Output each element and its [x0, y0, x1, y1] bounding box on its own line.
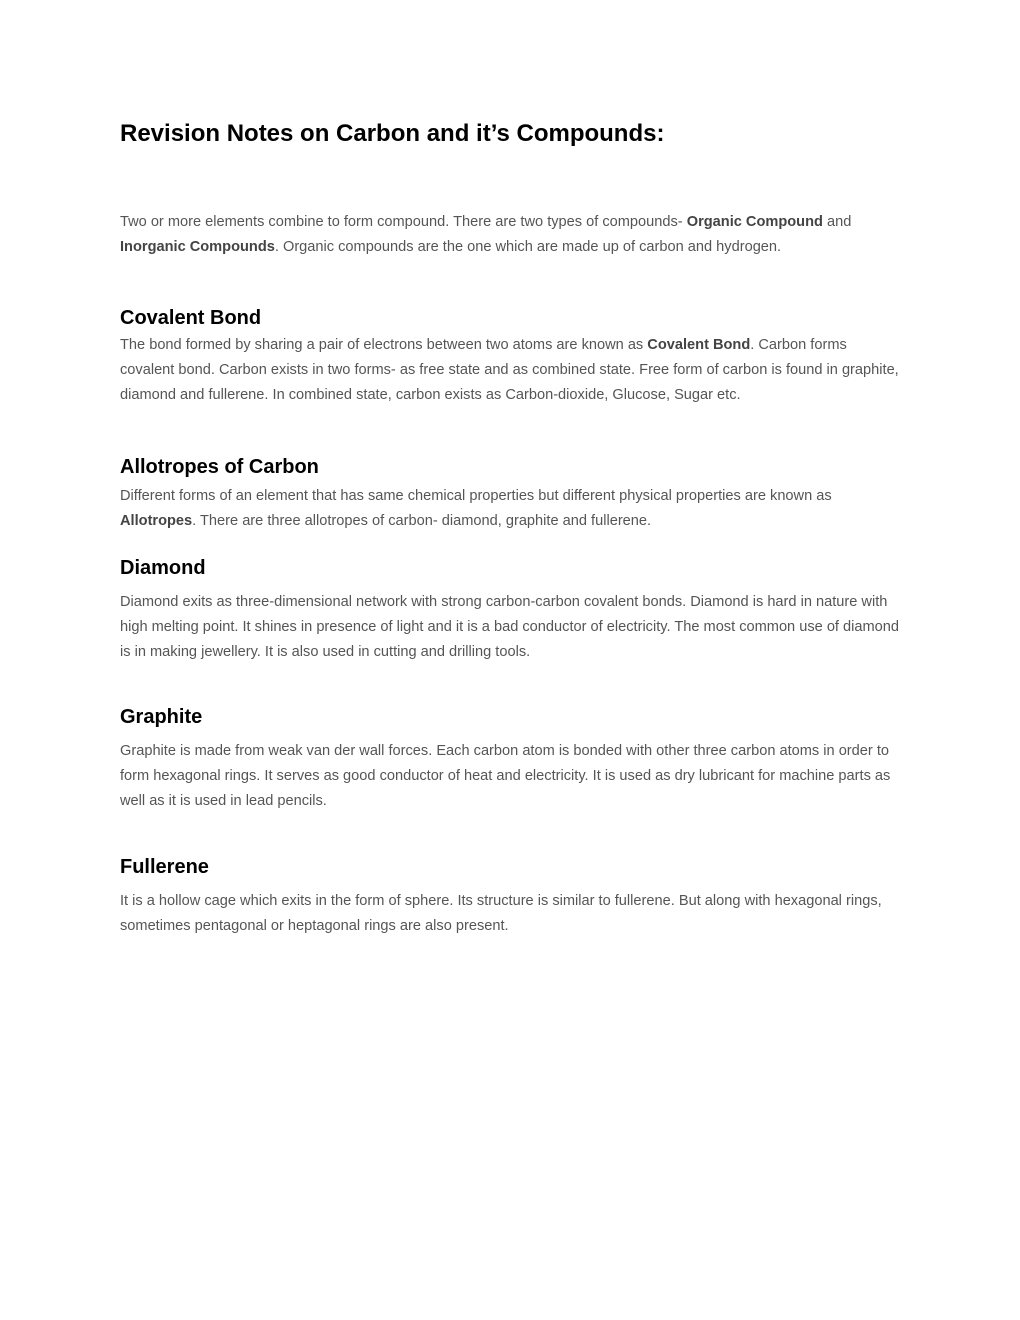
- intro-paragraph: [120, 210, 900, 260]
- graphite-heading: Graphite: [120, 706, 203, 728]
- fullerene-paragraph: It is a hollow cage which exits in the form of sphere. Its structure is similar to fullerene. But along with hexagonal rings, sometimes pentagonal or heptagonal rings are also present.: [120, 893, 882, 934]
- allotropes-paragraph: [120, 484, 900, 534]
- intro-text-3: . Organic compounds are the one which are made up of carbon and hydrogen.: [274, 239, 782, 255]
- diamond-heading: Diamond: [120, 557, 206, 579]
- allotropes-text-2: . There are three allotropes of carbon- diamond, graphite and fullerene.: [192, 513, 652, 529]
- covalent-text-2: . Carbon forms covalent bond. Carbon exists in two forms- as free state and as combined state. Free form of carbon is found in graphite, diamond and fullerene. In combined state, carbon exists as Carbon-dioxide, Glucose, Sugar etc.: [120, 337, 899, 403]
- graphite-paragraph: Graphite is made from weak van der wall forces. Each carbon atom is bonded with other three carbon atoms in order to form hexagonal rings. It serves as good conductor of heat and electricity. It is used as dry lubricant for machine parts as well as it is used in lead pencils.: [120, 743, 891, 809]
- fullerene-heading: Fullerene: [120, 856, 209, 878]
- allotropes-text-1: Different forms of an element that has same chemical properties but different physical properties are known as: [120, 488, 832, 504]
- diamond-paragraph: Diamond exits as three-dimensional network with strong carbon-carbon covalent bonds. Diamond is hard in nature with high melting point. It shines in presence of light and it is a bad conductor of electricity. The most common use of diamond is in making jewellery. It is also used in cutting and drilling tools.: [120, 594, 900, 660]
- allotropes-heading: Allotropes of Carbon: [120, 456, 319, 478]
- intro-bold-organic: Organic Compound: [686, 214, 823, 230]
- covalent-bond-heading: Covalent Bond: [120, 307, 262, 329]
- intro-text-1: Two or more elements combine to form compound. There are two types of compounds-: [120, 214, 687, 230]
- covalent-text-1: The bond formed by sharing a pair of electrons between two atoms are known as: [120, 337, 648, 353]
- intro-bold-inorganic: Inorganic Compounds: [120, 239, 275, 255]
- intro-text-2: and: [822, 214, 852, 230]
- covalent-bond-paragraph: [120, 333, 900, 408]
- covalent-bold-term: Covalent Bond: [647, 337, 751, 353]
- page-title: Revision Notes on Carbon and it’s Compounds:: [120, 120, 665, 147]
- allotropes-bold-term: Allotropes: [120, 513, 193, 529]
